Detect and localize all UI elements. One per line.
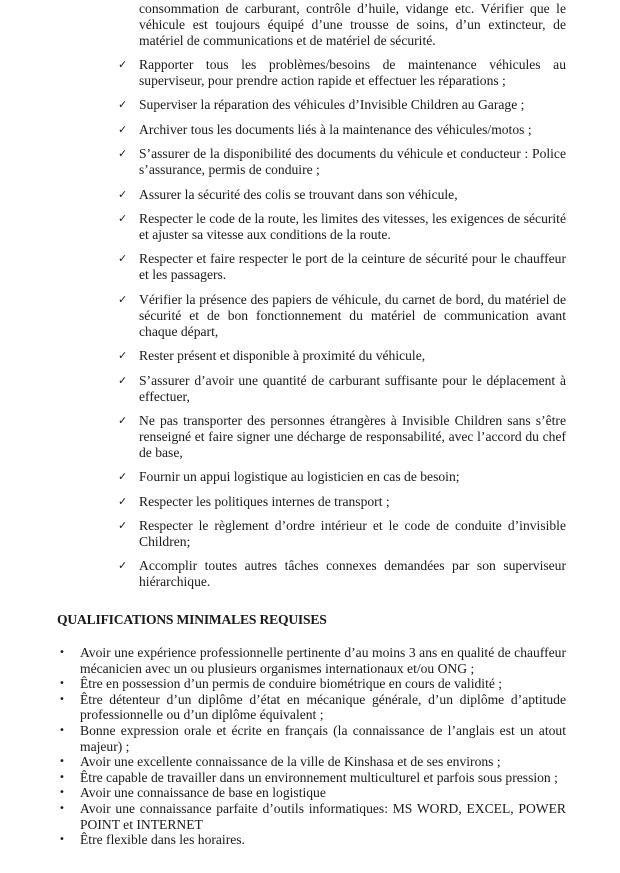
checkmark-icon: ✓ xyxy=(118,98,128,112)
checkmark-icon: ✓ xyxy=(118,58,128,71)
list-item xyxy=(57,801,566,832)
checkmark-icon: ✓ xyxy=(118,292,128,306)
bullet-icon: • xyxy=(59,678,65,690)
list-item-text: Superviser la réparation des véhicules d’Invisible Children au Garage ; xyxy=(139,97,525,113)
list-item xyxy=(57,692,566,723)
responsibilities-list xyxy=(118,57,566,599)
list-item xyxy=(118,292,566,340)
list-item-text: Ne pas transporter des personnes étrangères à Invisible Children sans s’être renseigné et faire signer une décharge de responsabilité, avec l’accord du chef de base, xyxy=(139,412,566,460)
list-item-text: Avoir une expérience professionnelle pertinente d’au moins 3 ans en qualité de chauffeur mécanicien avec un ou plusieurs organismes internationaux et/ou ONG ; xyxy=(80,645,566,676)
bullet-icon: • xyxy=(59,724,65,736)
list-item xyxy=(57,770,566,786)
list-item-text: Accomplir toutes autres tâches connexes demandées par son superviseur hiérarchique. xyxy=(139,558,566,590)
intro-paragraph xyxy=(139,1,566,49)
list-item-text: S’assurer de la disponibilité des documents du véhicule et conducteur : Police s’assurance, permis de conduire ; xyxy=(139,146,566,178)
list-item xyxy=(118,211,566,243)
list-item xyxy=(118,469,566,485)
list-item xyxy=(118,518,566,550)
list-item-text: Avoir une connaissance de base en logistique xyxy=(80,785,326,801)
list-item-text: Assurer la sécurité des colis se trouvant dans son véhicule, xyxy=(139,186,458,202)
bullet-icon: • xyxy=(59,756,65,768)
checkmark-icon: ✓ xyxy=(118,187,128,201)
list-item-text: Rester présent et disponible à proximité du véhicule, xyxy=(139,348,426,364)
checkmark-icon: ✓ xyxy=(118,373,128,387)
list-item-text: Respecter les politiques internes de transport ; xyxy=(139,493,390,509)
list-item-text: Être capable de travailler dans un environnement multiculturel et parfois sous pression ; xyxy=(80,769,558,785)
list-item xyxy=(118,57,566,89)
list-item xyxy=(118,348,566,364)
checkmark-icon: ✓ xyxy=(118,211,128,225)
list-item-text: Être flexible dans les horaires. xyxy=(80,832,245,848)
list-item xyxy=(118,146,566,178)
list-item xyxy=(118,122,566,138)
bullet-icon: • xyxy=(59,647,65,658)
checkmark-icon: ✓ xyxy=(118,519,128,533)
list-item xyxy=(118,413,566,461)
intro-text: consommation de carburant, contrôle d’huile, vidange etc. Vérifier que le véhicule est toujours équipé d’une trousse de soins, d’un extincteur, de matériel de communications et de matériel de sécurité. xyxy=(139,1,566,48)
list-item xyxy=(57,676,566,692)
bullet-icon: • xyxy=(59,802,65,814)
list-item xyxy=(118,558,566,590)
list-item xyxy=(118,494,566,510)
list-item xyxy=(118,97,566,113)
section-title-qualifications: QUALIFICATIONS MINIMALES REQUISES xyxy=(57,612,327,627)
list-item-text: Respecter et faire respecter le port de la ceinture de sécurité pour le chauffeur et les passagers. xyxy=(139,251,566,283)
list-item-text: Être en possession d’un permis de conduire biométrique en cours de validité ; xyxy=(80,676,503,692)
bullet-icon: • xyxy=(59,834,65,846)
list-item xyxy=(118,251,566,283)
bullet-icon: • xyxy=(59,771,65,783)
list-item xyxy=(118,373,566,405)
qualifications-list xyxy=(57,645,566,848)
list-item xyxy=(57,754,566,770)
checkmark-icon: ✓ xyxy=(118,494,128,508)
checkmark-icon: ✓ xyxy=(118,122,128,136)
list-item xyxy=(57,785,566,801)
list-item-text: Être détenteur d’un diplôme d’état en mécanique générale, d’un diplôme d’aptitude professionnelle ou d’un diplôme équivalent ; xyxy=(80,691,566,723)
list-item-text: Fournir un appui logistique au logisticien en cas de besoin; xyxy=(139,469,460,485)
list-item-text: Rapporter tous les problèmes/besoins de maintenance véhicules au superviseur, pour prendre action rapide et effectuer les réparations ; xyxy=(139,57,566,88)
checkmark-icon: ✓ xyxy=(118,470,128,484)
list-item-text: Vérifier la présence des papiers de véhicule, du carnet de bord, du matériel de sécurité et de bon fonctionnement du matériel de communication avant chaque départ, xyxy=(139,291,566,339)
list-item-text: Archiver tous les documents liés à la maintenance des véhicules/motos ; xyxy=(139,121,532,137)
list-item xyxy=(57,723,566,754)
list-item-text: Respecter le code de la route, les limites des vitesses, les exigences de sécurité et ajuster sa vitesse aux conditions de la route. xyxy=(139,210,566,242)
list-item-text: Bonne expression orale et écrite en français (la connaissance de l’anglais est un atout majeur) ; xyxy=(80,722,566,754)
list-item xyxy=(118,187,566,203)
list-item xyxy=(57,832,566,848)
checkmark-icon: ✓ xyxy=(118,147,128,161)
checkmark-icon: ✓ xyxy=(118,559,128,573)
bullet-icon: • xyxy=(59,787,65,799)
list-item xyxy=(57,645,566,676)
checkmark-icon: ✓ xyxy=(118,252,128,266)
list-item-text: Respecter le règlement d’ordre intérieur et le code de conduite d’invisible Children; xyxy=(139,518,566,550)
checkmark-icon: ✓ xyxy=(118,413,128,427)
list-item-text: S’assurer d’avoir une quantité de carburant suffisante pour le déplacement à effectuer, xyxy=(139,372,566,404)
list-item-text: Avoir une connaissance parfaite d’outils informatiques: MS WORD, EXCEL, POWER POINT et INTERNET xyxy=(80,800,566,832)
list-item-text: Avoir une excellente connaissance de la ville de Kinshasa et de ses environs ; xyxy=(80,754,501,770)
checkmark-icon: ✓ xyxy=(118,349,128,363)
bullet-icon: • xyxy=(59,693,65,705)
